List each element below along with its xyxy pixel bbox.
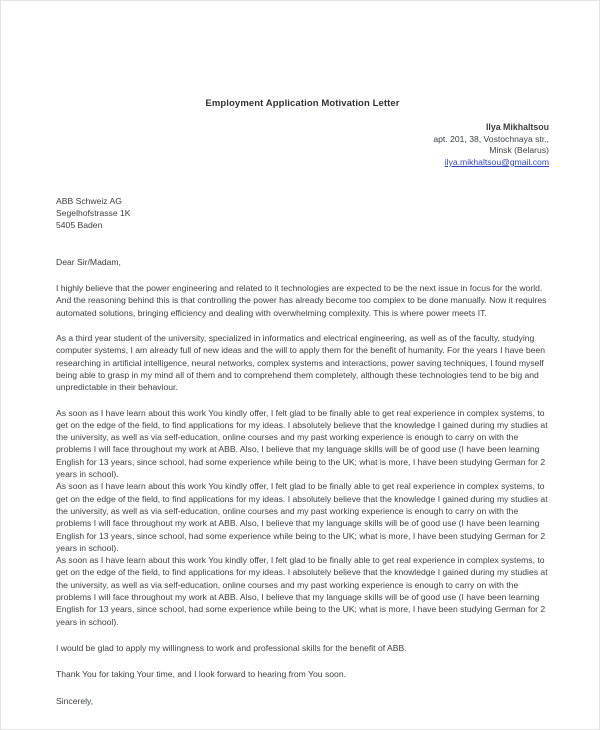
sender-address-line-1: apt. 201, 38, Vostochnaya str.,: [433, 133, 549, 144]
recipient-city: 5405 Baden: [56, 219, 103, 230]
recipient-street: Segelhofstrasse 1K: [56, 208, 131, 219]
salutation: Dear Sir/Madam,: [56, 257, 121, 268]
sender-name: Ilya Mikhaltsou: [485, 122, 549, 132]
repeated-paragraph-2: As soon as I have learn about this work You kindly offer, I felt glad to be finally able to get real experience in complex systems, to get on the edge of the field, to find applications for my ideas. I absolutely believe that the knowledge I gained during my studies at the university, as well as via self-education, online courses and my past working experience is enough to carry on with the problems I will face throughout my work at ABB. Also, I believe that my language skills will be of good use (I have been learning English for 13 years, since school, had some experience while being to the UK; what is more, I have been studying German for 2 years in school).: [56, 481, 548, 553]
thank-you-paragraph: Thank You for taking Your time, and I look forward to hearing from You soon.: [56, 669, 346, 680]
recipient-company: ABB Schweiz AG: [56, 196, 122, 207]
repeated-paragraph-1: As soon as I have learn about this work You kindly offer, I felt glad to be finally able to get real experience in complex systems, to get on the edge of the field, to find applications for my ideas. I absolutely believe that the knowledge I gained during my studies at the university, as well as via self-education, online courses and my past working experience is enough to carry on with the problems I will face throughout my work at ABB. Also, I believe that my language skills will be of good use (I have been learning English for 13 years, since school, had some experience while being to the UK; what is more, I have been studying German for 2 years in school).: [56, 407, 548, 480]
signoff: Sincerely,: [56, 695, 94, 706]
body-paragraph-2: As a third year student of the university, specialized in informatics and electrical engineering, as well as of the faculty, studying computer systems, I am already full of new ideas and the will to apply them for the benefit of humanity. For the years I have been researching in artificial intelligence, neural networks, complex systems and interactions, power saving techniques, I found myself being able to grasp in my mind all of them and to comprehend them completely, although these technologies tend to be big and unpredictable in their behaviour.: [56, 333, 545, 393]
repeated-paragraph-3: As soon as I have learn about this work You kindly offer, I felt glad to be finally able to get real experience in complex systems, to get on the edge of the field, to find applications for my ideas. I absolutely believe that the knowledge I gained during my studies at the university, as well as via self-education, online courses and my past working experience is enough to carry on with the problems I will face throughout my work at ABB. Also, I believe that my language skills will be of good use (I have been learning English for 13 years, since school, had some experience while being to the UK; what is more, I have been studying German for 2 years in school).: [56, 555, 548, 627]
sender-email-line: [56, 157, 549, 169]
sender-email-link[interactable]: ilya.mikhaltsou@gmail.com: [444, 156, 549, 167]
repeated-paragraph-block: [56, 407, 549, 628]
recipient-address-block: [56, 196, 549, 231]
sender-address-block: [56, 122, 549, 168]
body-paragraph-1: I highly believe that the power engineering and related to it technologies are expected to be the next issue in focus for the world. And the reasoning behind this is that controlling the power has already become too complex to be done manually. Now it requires automated solutions, bringing efficiency and dealing with overwhelming complexity. This is where power meets IT.: [56, 283, 547, 318]
closing-paragraph: I would be glad to apply my willingness to work and professional skills for the benefit of ABB.: [56, 642, 407, 653]
sender-address-line-2: Minsk (Belarus): [489, 145, 549, 156]
letter-content: [56, 1, 549, 715]
page-title: Employment Application Motivation Letter: [205, 98, 400, 109]
